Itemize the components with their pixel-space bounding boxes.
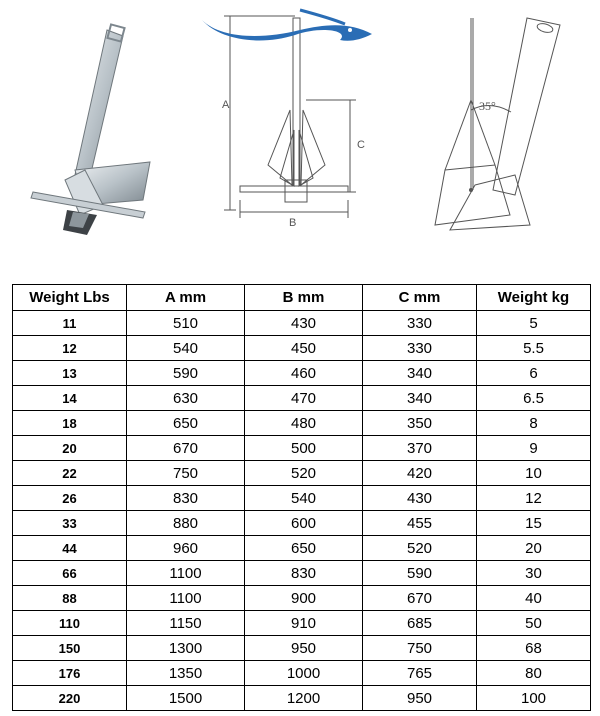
c-mm-cell: 765 <box>363 661 477 686</box>
dim-b-label: B <box>289 217 297 229</box>
weight-kg-cell: 50 <box>477 611 591 636</box>
c-mm-cell: 520 <box>363 536 477 561</box>
weight-kg-cell: 6.5 <box>477 386 591 411</box>
a-mm-cell: 1100 <box>127 586 245 611</box>
weight-kg-cell: 12 <box>477 486 591 511</box>
b-mm-cell: 600 <box>245 511 363 536</box>
weight-lbs-cell: 22 <box>13 461 127 486</box>
a-mm-cell: 670 <box>127 436 245 461</box>
c-mm-cell: 340 <box>363 386 477 411</box>
weight-kg-cell: 20 <box>477 536 591 561</box>
table-row <box>13 636 591 661</box>
table-row <box>13 511 591 536</box>
header-weight-kg: Weight kg <box>477 285 591 311</box>
weight-lbs-cell: 14 <box>13 386 127 411</box>
a-mm-cell: 1300 <box>127 636 245 661</box>
dim-a-label: A <box>222 99 230 111</box>
b-mm-cell: 470 <box>245 386 363 411</box>
header-weight-lbs: Weight Lbs <box>13 285 127 311</box>
b-mm-cell: 1000 <box>245 661 363 686</box>
c-mm-cell: 950 <box>363 686 477 711</box>
header-b-mm: B mm <box>245 285 363 311</box>
table-row <box>13 336 591 361</box>
table-row <box>13 561 591 586</box>
anchor-angle-drawing <box>415 0 585 235</box>
c-mm-cell: 420 <box>363 461 477 486</box>
header-a-mm: A mm <box>127 285 245 311</box>
table-row <box>13 361 591 386</box>
a-mm-cell: 960 <box>127 536 245 561</box>
header-c-mm: C mm <box>363 285 477 311</box>
a-mm-cell: 540 <box>127 336 245 361</box>
b-mm-cell: 950 <box>245 636 363 661</box>
weight-lbs-cell: 220 <box>13 686 127 711</box>
b-mm-cell: 500 <box>245 436 363 461</box>
weight-lbs-cell: 20 <box>13 436 127 461</box>
c-mm-cell: 590 <box>363 561 477 586</box>
anchor-photo-illustration <box>25 0 175 245</box>
c-mm-cell: 330 <box>363 336 477 361</box>
weight-kg-cell: 9 <box>477 436 591 461</box>
a-mm-cell: 1350 <box>127 661 245 686</box>
b-mm-cell: 1200 <box>245 686 363 711</box>
weight-kg-cell: 5 <box>477 311 591 336</box>
angle-label: 35° <box>479 99 496 113</box>
weight-lbs-cell: 44 <box>13 536 127 561</box>
b-mm-cell: 520 <box>245 461 363 486</box>
table-row <box>13 611 591 636</box>
b-mm-cell: 480 <box>245 411 363 436</box>
c-mm-cell: 750 <box>363 636 477 661</box>
c-mm-cell: 330 <box>363 311 477 336</box>
c-mm-cell: 340 <box>363 361 477 386</box>
weight-kg-cell: 8 <box>477 411 591 436</box>
table-row <box>13 436 591 461</box>
a-mm-cell: 830 <box>127 486 245 511</box>
weight-lbs-cell: 88 <box>13 586 127 611</box>
a-mm-cell: 1150 <box>127 611 245 636</box>
weight-kg-cell: 40 <box>477 586 591 611</box>
table-row <box>13 661 591 686</box>
a-mm-cell: 590 <box>127 361 245 386</box>
b-mm-cell: 910 <box>245 611 363 636</box>
anchor-spec-table <box>12 284 591 711</box>
table-row <box>13 386 591 411</box>
c-mm-cell: 670 <box>363 586 477 611</box>
weight-kg-cell: 30 <box>477 561 591 586</box>
b-mm-cell: 450 <box>245 336 363 361</box>
table-row <box>13 486 591 511</box>
b-mm-cell: 830 <box>245 561 363 586</box>
c-mm-cell: 430 <box>363 486 477 511</box>
b-mm-cell: 900 <box>245 586 363 611</box>
a-mm-cell: 1100 <box>127 561 245 586</box>
weight-kg-cell: 15 <box>477 511 591 536</box>
weight-kg-cell: 10 <box>477 461 591 486</box>
table-header-row <box>13 285 591 311</box>
a-mm-cell: 750 <box>127 461 245 486</box>
c-mm-cell: 455 <box>363 511 477 536</box>
weight-lbs-cell: 150 <box>13 636 127 661</box>
c-mm-cell: 370 <box>363 436 477 461</box>
c-mm-cell: 685 <box>363 611 477 636</box>
table-row <box>13 686 591 711</box>
weight-kg-cell: 80 <box>477 661 591 686</box>
table-row <box>13 461 591 486</box>
a-mm-cell: 1500 <box>127 686 245 711</box>
table-row <box>13 311 591 336</box>
weight-lbs-cell: 12 <box>13 336 127 361</box>
a-mm-cell: 880 <box>127 511 245 536</box>
weight-lbs-cell: 110 <box>13 611 127 636</box>
b-mm-cell: 430 <box>245 311 363 336</box>
table-row <box>13 586 591 611</box>
table-row <box>13 411 591 436</box>
a-mm-cell: 510 <box>127 311 245 336</box>
b-mm-cell: 540 <box>245 486 363 511</box>
weight-lbs-cell: 26 <box>13 486 127 511</box>
b-mm-cell: 460 <box>245 361 363 386</box>
weight-lbs-cell: 33 <box>13 511 127 536</box>
a-mm-cell: 650 <box>127 411 245 436</box>
weight-lbs-cell: 176 <box>13 661 127 686</box>
c-mm-cell: 350 <box>363 411 477 436</box>
b-mm-cell: 650 <box>245 536 363 561</box>
weight-kg-cell: 68 <box>477 636 591 661</box>
anchor-illustrations <box>0 0 600 280</box>
dim-c-label: C <box>357 139 365 151</box>
weight-lbs-cell: 13 <box>13 361 127 386</box>
weight-kg-cell: 5.5 <box>477 336 591 361</box>
weight-lbs-cell: 18 <box>13 411 127 436</box>
weight-kg-cell: 100 <box>477 686 591 711</box>
fish-logo <box>200 0 380 45</box>
a-mm-cell: 630 <box>127 386 245 411</box>
weight-kg-cell: 6 <box>477 361 591 386</box>
table-row <box>13 536 591 561</box>
weight-lbs-cell: 11 <box>13 311 127 336</box>
weight-lbs-cell: 66 <box>13 561 127 586</box>
